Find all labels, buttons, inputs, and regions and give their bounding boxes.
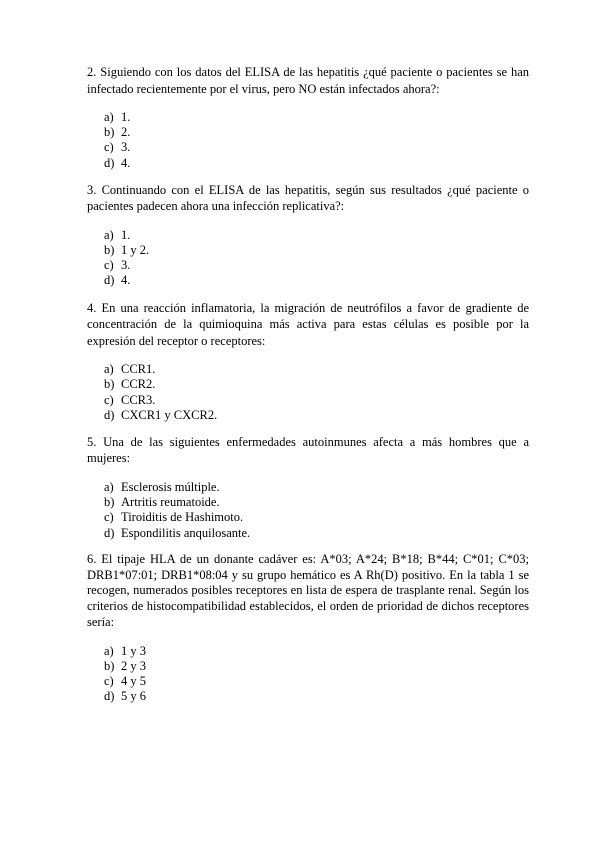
option-text: 4 y 5 xyxy=(121,674,146,689)
option-text: 3. xyxy=(121,140,131,155)
option-letter: a) xyxy=(104,643,114,658)
option-text: 5 y 6 xyxy=(121,689,146,704)
option-letter: d) xyxy=(104,155,115,170)
option-letter: b) xyxy=(104,495,115,510)
answer-option-d xyxy=(104,689,529,704)
option-letter: d) xyxy=(104,407,115,422)
option-text: 1 y 3 xyxy=(121,643,146,658)
answer-options xyxy=(87,228,529,289)
option-text: Esclerosis múltiple. xyxy=(121,479,220,494)
option-letter: a) xyxy=(104,362,114,377)
option-text: 1. xyxy=(121,110,131,124)
question-5 xyxy=(87,434,529,541)
answer-option-d xyxy=(104,526,529,541)
option-letter: c) xyxy=(104,674,114,689)
option-text: 2 y 3 xyxy=(121,658,146,673)
option-text: Espondilitis anquilosante. xyxy=(121,525,251,540)
answer-options xyxy=(87,362,529,423)
answer-option-d xyxy=(104,156,529,171)
option-letter: c) xyxy=(104,258,114,273)
answer-options xyxy=(87,110,529,171)
option-letter: b) xyxy=(104,243,115,258)
option-letter: c) xyxy=(104,140,114,155)
question-2 xyxy=(87,64,529,171)
answer-option-d xyxy=(104,273,529,288)
question-stem: 3. Continuando con el ELISA de las hepatitis, según sus resultados ¿qué paciente o pacientes padecen ahora una infección replicativa?: xyxy=(87,182,529,214)
option-letter: a) xyxy=(104,479,114,494)
option-text: CCR1. xyxy=(121,362,156,377)
option-text: CCR3. xyxy=(121,392,156,407)
question-stem: 6. El tipaje HLA de un donante cadáver es: A*03; A*24; B*18; B*44; C*01; C*03; DRB1*07:01; DRB1*08:04 y su grupo hemático es A Rh(D) positivo. En la tabla 1 se recogen, numerados posibles receptores en lista de espera de trasplante renal. Según los criterios de histocompatibilidad establecidos, el orden de prioridad de dichos receptores sería: xyxy=(87,551,529,629)
answer-option-d xyxy=(104,408,529,423)
question-6 xyxy=(87,552,529,705)
option-letter: b) xyxy=(104,377,115,392)
question-3 xyxy=(87,182,529,289)
option-text: 2. xyxy=(121,125,131,140)
option-text: Artritis reumatoide. xyxy=(121,495,220,510)
answer-option-b xyxy=(104,125,529,140)
question-stem: 5. Una de las siguientes enfermedades autoinmunes afecta a más hombres que a mujeres: xyxy=(87,434,529,466)
option-text: CXCR1 y CXCR2. xyxy=(121,407,218,422)
answer-option-c xyxy=(104,674,529,689)
option-letter: b) xyxy=(104,125,115,140)
option-letter: d) xyxy=(104,525,115,540)
answer-option-a xyxy=(104,362,529,377)
answer-options xyxy=(87,480,529,541)
answer-option-b xyxy=(104,659,529,674)
option-letter: c) xyxy=(104,392,114,407)
option-text: CCR2. xyxy=(121,377,156,392)
option-letter: d) xyxy=(104,273,115,288)
answer-option-a xyxy=(104,228,529,243)
answer-option-a xyxy=(104,110,529,125)
option-letter: a) xyxy=(104,110,114,124)
answer-option-a xyxy=(104,644,529,659)
question-stem: 2. Siguiendo con los datos del ELISA de las hepatitis ¿qué paciente o pacientes se han infectado recientemente por el virus, pero NO están infectados ahora?: xyxy=(87,65,529,96)
option-letter: d) xyxy=(104,689,115,704)
answer-option-b xyxy=(104,495,529,510)
question-4 xyxy=(87,300,529,423)
answer-option-b xyxy=(104,243,529,258)
option-text: 1 y 2. xyxy=(121,243,150,258)
answer-option-c xyxy=(104,258,529,273)
answer-option-c xyxy=(104,393,529,408)
option-letter: c) xyxy=(104,510,114,525)
question-stem: 4. En una reacción inflamatoria, la migración de neutrófilos a favor de gradiente de concentración de la quimioquina más activa para estas células es posible por la expresión del receptor o receptores: xyxy=(87,300,529,348)
answer-option-a xyxy=(104,480,529,495)
option-letter: a) xyxy=(104,227,114,242)
answer-option-c xyxy=(104,140,529,155)
answer-option-b xyxy=(104,377,529,392)
answer-options xyxy=(87,644,529,705)
option-text: 4. xyxy=(121,155,131,170)
option-letter: b) xyxy=(104,658,115,673)
question-list xyxy=(87,64,529,716)
option-text: Tiroiditis de Hashimoto. xyxy=(121,510,244,525)
option-text: 1. xyxy=(121,227,131,242)
option-text: 3. xyxy=(121,258,131,273)
option-text: 4. xyxy=(121,273,131,288)
answer-option-c xyxy=(104,510,529,525)
